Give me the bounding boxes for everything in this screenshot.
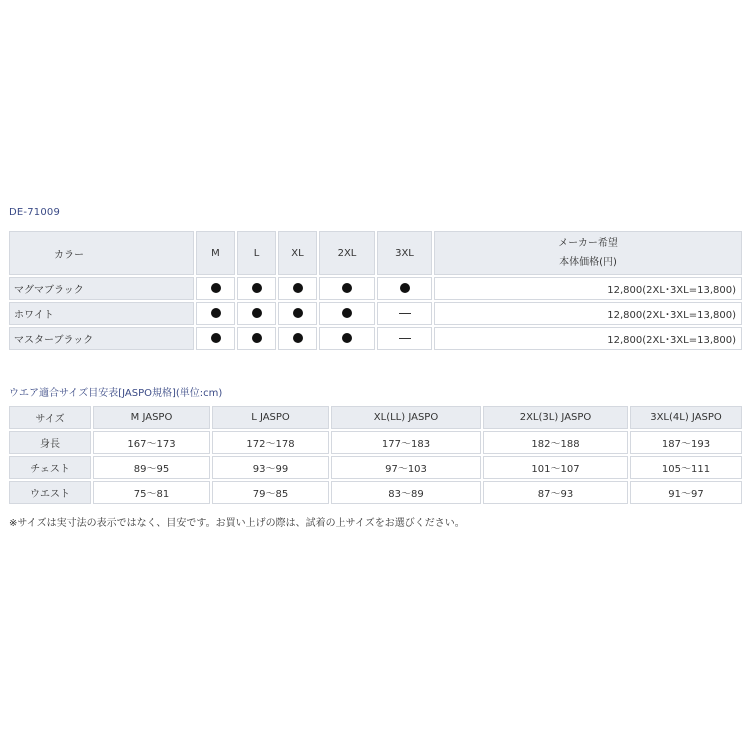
unavailable-dash-icon	[399, 313, 411, 314]
availability-mark	[278, 277, 317, 300]
size-header-cell: サイズ	[9, 406, 91, 429]
header-size-3xl: 3XL	[377, 231, 432, 275]
size-header-cell: L JASPO	[212, 406, 329, 429]
header-size-m: M	[196, 231, 235, 275]
color-name: ホワイト	[9, 302, 194, 325]
color-row	[9, 277, 742, 300]
header-size-2xl: 2XL	[319, 231, 375, 275]
color-name: マスターブラック	[9, 327, 194, 350]
header-price	[434, 231, 742, 275]
price: 12,800(2XL･3XL=13,800)	[434, 277, 742, 300]
available-dot-icon	[342, 308, 352, 318]
availability-mark	[278, 302, 317, 325]
available-dot-icon	[211, 283, 221, 293]
header-price-line2: 本体価格(円)	[559, 257, 617, 268]
price: 12,800(2XL･3XL=13,800)	[434, 302, 742, 325]
available-dot-icon	[293, 283, 303, 293]
availability-mark	[196, 327, 235, 350]
size-value: 89〜95	[93, 456, 210, 479]
availability-mark	[237, 327, 276, 350]
size-row-label: 身長	[9, 431, 91, 454]
size-row	[9, 431, 742, 454]
available-dot-icon	[211, 333, 221, 343]
size-header-cell: 3XL(4L) JASPO	[630, 406, 742, 429]
availability-mark	[319, 277, 375, 300]
size-chart-title: ウエア適合サイズ目安表[JASPO規格](単位:cm)	[9, 388, 223, 399]
available-dot-icon	[342, 333, 352, 343]
size-value: 75〜81	[93, 481, 210, 504]
available-dot-icon	[293, 308, 303, 318]
availability-mark	[196, 302, 235, 325]
size-value: 79〜85	[212, 481, 329, 504]
available-dot-icon	[211, 308, 221, 318]
size-value: 187〜193	[630, 431, 742, 454]
availability-mark	[196, 277, 235, 300]
size-chart-table	[7, 404, 744, 506]
color-row	[9, 302, 742, 325]
size-value: 177〜183	[331, 431, 481, 454]
size-row-label: チェスト	[9, 456, 91, 479]
availability-mark	[377, 277, 432, 300]
size-value: 83〜89	[331, 481, 481, 504]
price: 12,800(2XL･3XL=13,800)	[434, 327, 742, 350]
available-dot-icon	[252, 333, 262, 343]
sizing-note: ※サイズは実寸法の表示ではなく、目安です。お買い上げの際は、試着の上サイズをお選びください。	[9, 518, 465, 529]
header-size-l: L	[237, 231, 276, 275]
color-table-header	[9, 231, 742, 275]
size-header-cell: M JASPO	[93, 406, 210, 429]
available-dot-icon	[342, 283, 352, 293]
availability-mark	[319, 302, 375, 325]
availability-mark	[377, 327, 432, 350]
available-dot-icon	[400, 283, 410, 293]
available-dot-icon	[252, 308, 262, 318]
available-dot-icon	[293, 333, 303, 343]
model-code: DE-71009	[9, 207, 61, 218]
size-value: 101〜107	[483, 456, 628, 479]
size-value: 182〜188	[483, 431, 628, 454]
size-chart-header	[9, 406, 742, 429]
size-value: 105〜111	[630, 456, 742, 479]
color-availability-table	[7, 229, 744, 352]
unavailable-dash-icon	[399, 338, 411, 339]
availability-mark	[319, 327, 375, 350]
availability-mark	[278, 327, 317, 350]
size-value: 97〜103	[331, 456, 481, 479]
availability-mark	[237, 277, 276, 300]
available-dot-icon	[252, 283, 262, 293]
availability-mark	[237, 302, 276, 325]
size-row-label: ウエスト	[9, 481, 91, 504]
size-value: 91〜97	[630, 481, 742, 504]
size-value: 87〜93	[483, 481, 628, 504]
size-header-cell: 2XL(3L) JASPO	[483, 406, 628, 429]
color-name: マグマブラック	[9, 277, 194, 300]
availability-mark	[377, 302, 432, 325]
header-size-xl: XL	[278, 231, 317, 275]
header-color: カラー	[9, 231, 194, 275]
size-row	[9, 456, 742, 479]
color-row	[9, 327, 742, 350]
size-value: 172〜178	[212, 431, 329, 454]
size-value: 93〜99	[212, 456, 329, 479]
header-price-line1: メーカー希望	[558, 238, 618, 249]
size-value: 167〜173	[93, 431, 210, 454]
size-header-cell: XL(LL) JASPO	[331, 406, 481, 429]
size-row	[9, 481, 742, 504]
